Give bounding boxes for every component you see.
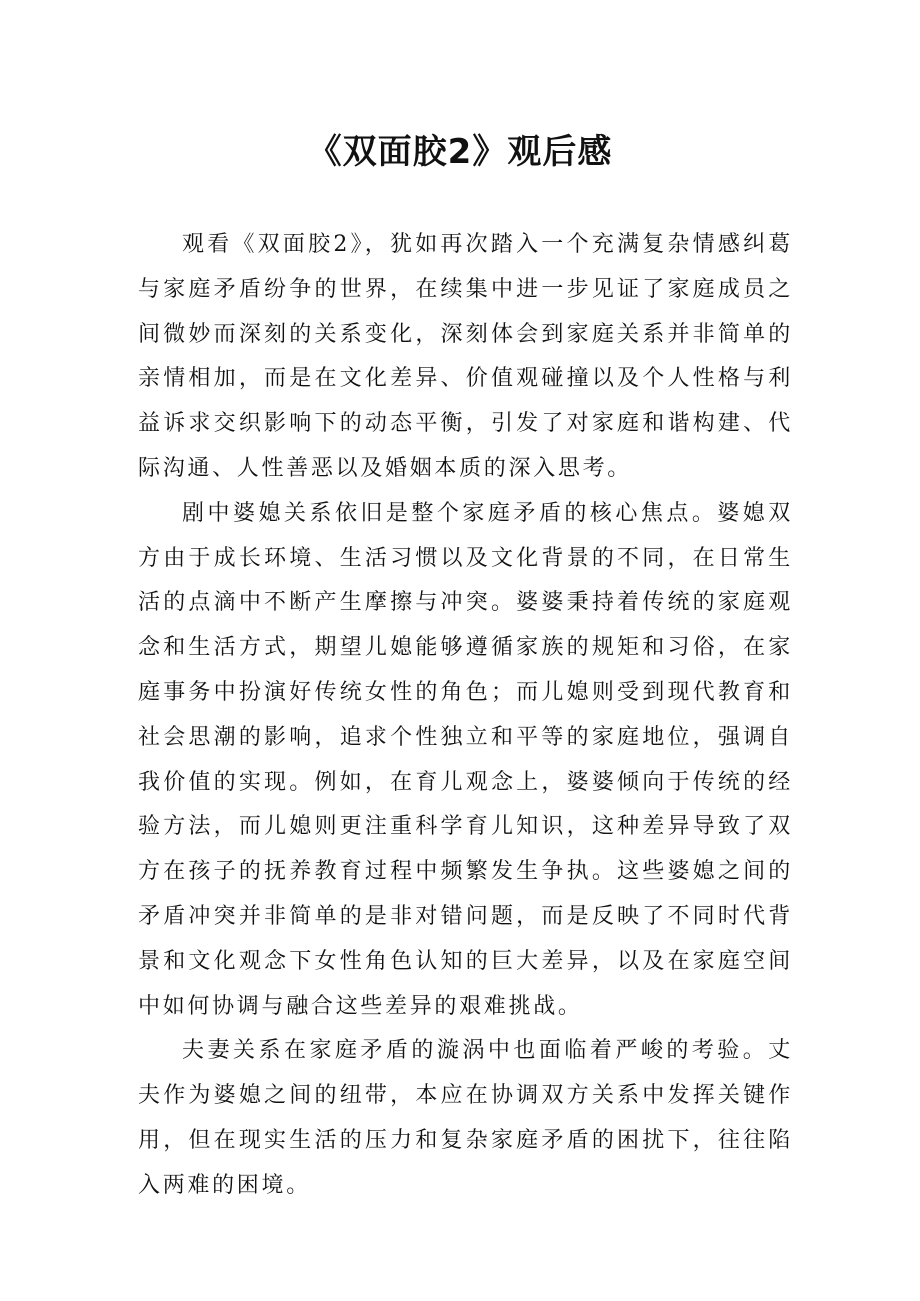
paragraph: 观看《双面胶2》，犹如再次踏入一个充满复杂情感纠葛与家庭矛盾纷争的世界，在续集中进一步见证了家庭成员之间微妙而深刻的关系变化，深刻体会到家庭关系并非简单的亲情相加，而是在文化差异、价值观碰撞以及个人性格与利益诉求交织影响下的动态平衡，引发了对家庭和谐构建、代际沟通、人性善恶以及婚姻本质的深入思考。 [138, 232, 793, 481]
paragraph: 剧中婆媳关系依旧是整个家庭矛盾的核心焦点。婆媳双方由于成长环境、生活习惯以及文化背景的不同，在日常生活的点滴中不断产生摩擦与冲突。婆婆秉持着传统的家庭观念和生活方式，期望儿媳能够遵循家族的规矩和习俗，在家庭事务中扮演好传统女性的角色；而儿媳则受到现代教育和社会思潮的影响，追求个性独立和平等的家庭地位，强调自我价值的实现。例如，在育儿观念上，婆婆倾向于传统的经验方法，而儿媳则更注重科学育儿知识，这种差异导致了双方在孩子的抚养教育过程中频繁发生争执。这些婆媳之间的矛盾冲突并非简单的是非对错问题，而是反映了不同时代背景和文化观念下女性角色认知的巨大差异，以及在家庭空间中如何协调与融合这些差异的艰难挑战。 [138, 500, 793, 1019]
document-body [138, 223, 793, 1209]
paragraph: 夫妻关系在家庭矛盾的漩涡中也面临着严峻的考验。丈夫作为婆媳之间的纽带，本应在协调双方关系中发挥关键作用，但在现实生活的压力和复杂家庭矛盾的困扰下，往往陷入两难的困境。 [138, 1038, 793, 1198]
document-title: 《双面胶2》观后感 [307, 132, 613, 172]
